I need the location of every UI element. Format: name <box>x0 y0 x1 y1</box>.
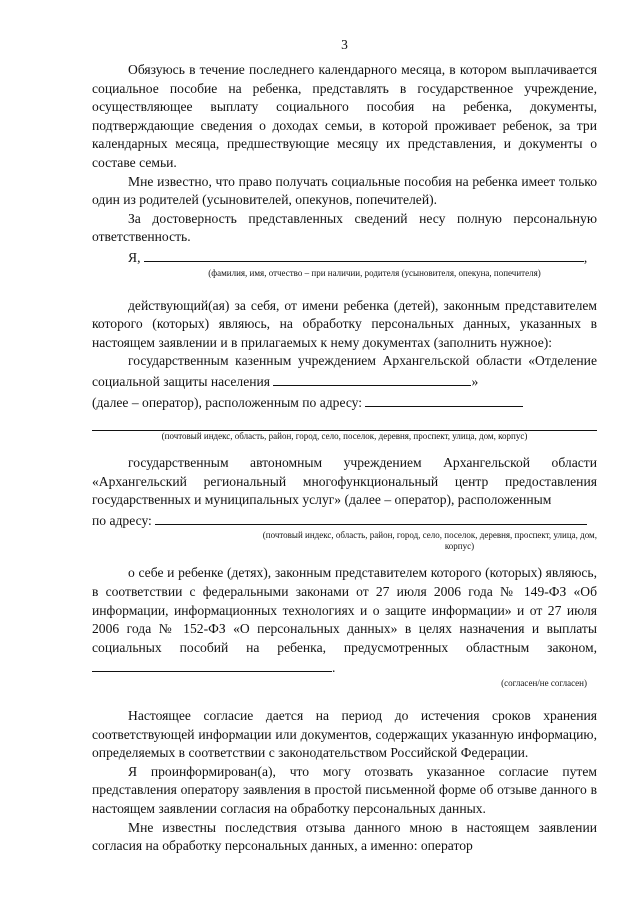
operator-1-quote: » <box>471 373 479 389</box>
consent-hint: (согласен/не согласен) <box>501 678 587 689</box>
applicant-name-field[interactable] <box>144 247 584 262</box>
page-number: 3 <box>341 37 348 52</box>
paragraph-obligation: Обязуюсь в течение последнего календарного месяца, в котором выплачивается социальное пособие на ребенка, представлять в государственное учреждение, осуществляющее выплату социального пособия на ребенка, документы, подтверждающие сведения о доходах семьи, в которой проживает ребенок, за три календарных месяца, предшествующие месяцу их представления, и документы о составе семьи. <box>92 62 597 170</box>
paragraph-applicant-name <box>92 247 597 268</box>
applicant-suffix: , <box>583 249 588 265</box>
operator-1-name-field[interactable] <box>273 371 471 386</box>
operator-2-address-hint-2: корпус) <box>444 541 475 552</box>
paragraph-operator-1-address <box>92 392 597 413</box>
operator-1-address-hint: (почтовый индекс, область, район, город, село, поселок, деревня, проспект, улица, дом, корпус) <box>161 431 528 442</box>
consent-field[interactable] <box>92 657 332 672</box>
applicant-prefix: Я, <box>128 249 141 265</box>
operator-2-address-label: по адресу: <box>92 512 152 528</box>
paragraph-operator-2-address <box>92 510 597 531</box>
legal-basis-suffix: . <box>332 660 336 676</box>
operator-1-address-label: (далее – оператор), расположенным по адресу: <box>92 394 363 410</box>
operator-1-text: государственным казенным учреждением Архангельской области «Отделение социальной защиты населения <box>92 353 597 389</box>
paragraph-consent-intro: действующий(ая) за себя, от имени ребенка (детей), законным представителем которого (которых) являюсь, на обработку персональных данных, указанных в настоящем заявлении и в прилагаемых к нему документах (заполнить нужное): <box>92 297 597 350</box>
operator-2-address-field[interactable] <box>155 510 587 525</box>
paragraph-legal-basis <box>92 564 597 678</box>
paragraph-right-notice: Мне известно, что право получать социальные пособия на ребенка имеет только один из родителей (усыновителей, опекунов, попечителей). <box>92 173 597 208</box>
paragraph-operator-1 <box>92 352 597 391</box>
applicant-name-hint: (фамилия, имя, отчество – при наличии, родителя (усыновителя, опекуна, попечителя) <box>208 267 541 278</box>
operator-1-address-field-2[interactable] <box>92 412 597 431</box>
paragraph-consent-period: Настоящее согласие дается на период до истечения сроков хранения соответствующей информации или документов, содержащих указанную информацию, определяемых в соответствии с законодательством Российской Федерации. <box>92 708 597 761</box>
operator-2-address-hint-1: (почтовый индекс, область, район, город, село, поселок, деревня, проспект, улица, дом, <box>262 530 597 541</box>
paragraph-revocation: Я проинформирован(а), что могу отозвать указанное согласие путем представления оператору заявления в простой письменной форме об отзыве данного в настоящем заявлении согласия на обработку персональных данных. <box>92 763 597 816</box>
paragraph-operator-2: государственным автономным учреждением Архангельской области «Архангельский региональный многофункциональный центр предоставления государственных и муниципальных услуг» (далее – оператор), расположенным <box>92 455 597 508</box>
document-body <box>92 61 597 856</box>
paragraph-consequences: Мне известны последствия отзыва данного мною в настоящем заявлении согласия на обработку персональных данных, а именно: оператор <box>92 819 597 854</box>
paragraph-responsibility: За достоверность представленных сведений несу полную персональную ответственность. <box>92 210 597 245</box>
operator-1-address-field[interactable] <box>365 392 523 407</box>
legal-basis-text: о себе и ребенке (детях), законным представителем которого (которых) являюсь, в соответствии с федеральными законами от 27 июля 2006 года № 149-ФЗ «Об информации, информационных технологиях и о защите информации» и от 27 июля 2006 года № 152-ФЗ «О персональных данных» в целях назначения и выплаты социальных пособий на ребенка, предусмотренных областным законом, <box>92 565 597 655</box>
